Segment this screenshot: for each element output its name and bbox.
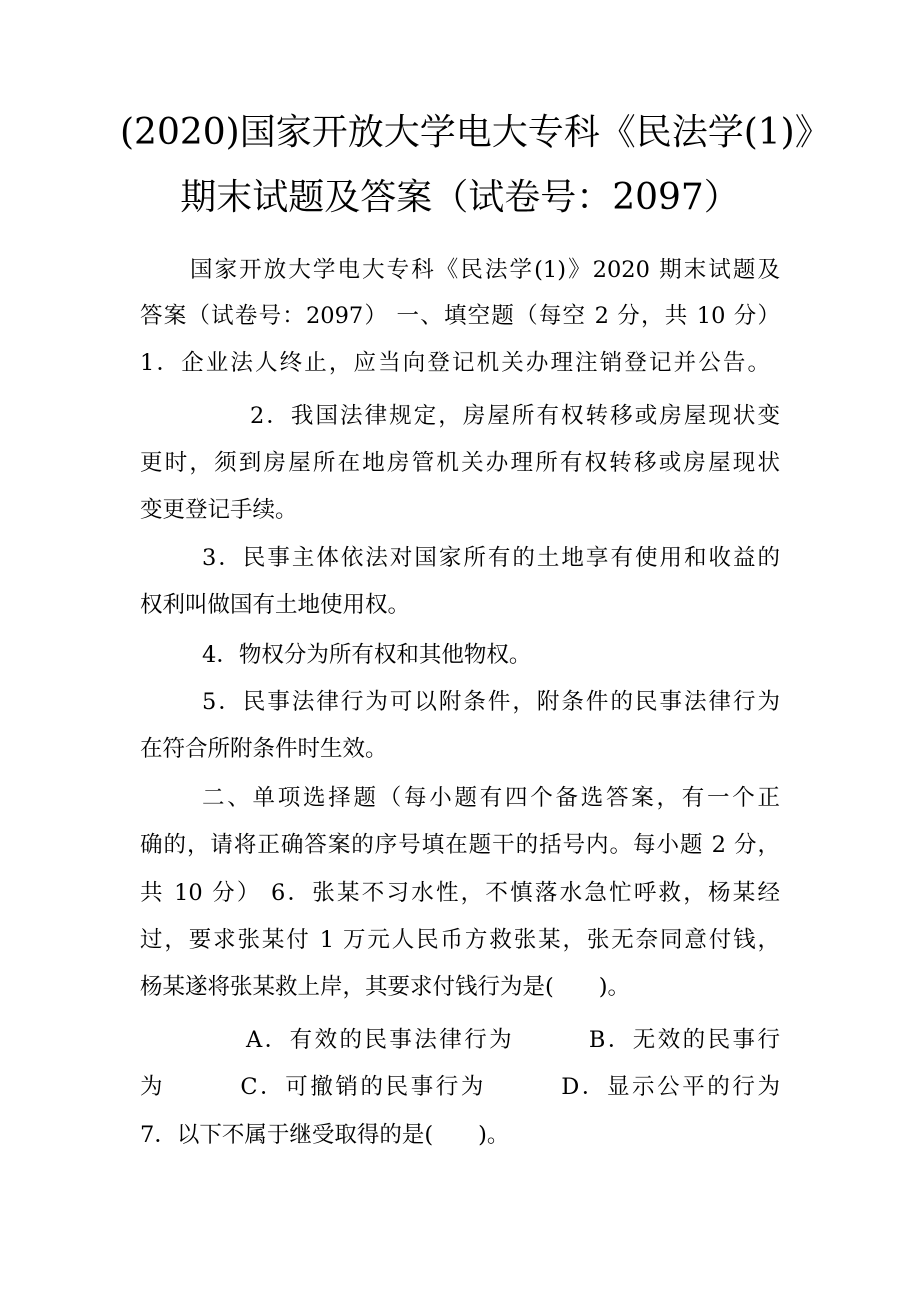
text-line: 过，要求张某付 1 万元人民币方救张某，张无奈同意付钱，: [140, 927, 780, 953]
text-line: 变更登记手续。: [140, 497, 298, 523]
text-line: 更时，须到房屋所在地房管机关办理所有权转移或房屋现状: [140, 450, 780, 476]
text-line: 在符合所附条件时生效。: [140, 736, 388, 762]
text-line: 杨某遂将张某救上岸，其要求付钱行为是( )。: [140, 974, 631, 1000]
text-line: 权利叫做国有土地使用权。: [140, 592, 411, 618]
text-line: 确的，请将正确答案的序号填在题干的括号内。每小题 2 分，: [140, 832, 780, 858]
text-line: 4．物权分为所有权和其他物权。: [202, 642, 532, 668]
text-line: 3．民事主体依法对国家所有的土地享有使用和收益的: [202, 545, 780, 571]
answer-option-line: 为 C．可撤销的民事行为 D．显示公平的行为: [140, 1074, 780, 1100]
document-title-line-1: (2020)国家开放大学电大专科《民法学(1)》: [120, 112, 831, 153]
text-line: 5．民事法律行为可以附条件，附条件的民事法律行为: [202, 689, 780, 715]
answer-option-line: A．有效的民事法律行为 B．无效的民事行: [246, 1027, 780, 1053]
text-line: 2．我国法律规定，房屋所有权转移或房屋现状变: [250, 403, 780, 429]
text-line: 国家开放大学电大专科《民法学(1)》2020 期末试题及: [190, 257, 780, 283]
document-title-line-2: 期末试题及答案（试卷号：2097）: [180, 177, 740, 218]
text-line: 共 10 分） 6．张某不习水性，不慎落水急忙呼救，杨某经: [140, 880, 780, 906]
text-line: 答案（试卷号：2097） 一、填空题（每空 2 分，共 10 分）: [140, 303, 780, 329]
text-line: 二、单项选择题（每小题有四个备选答案，有一个正: [202, 785, 780, 811]
text-line: 1．企业法人终止，应当向登记机关办理注销登记并公告。: [140, 350, 770, 376]
text-line: 7．以下不属于继受取得的是( )。: [140, 1122, 510, 1148]
